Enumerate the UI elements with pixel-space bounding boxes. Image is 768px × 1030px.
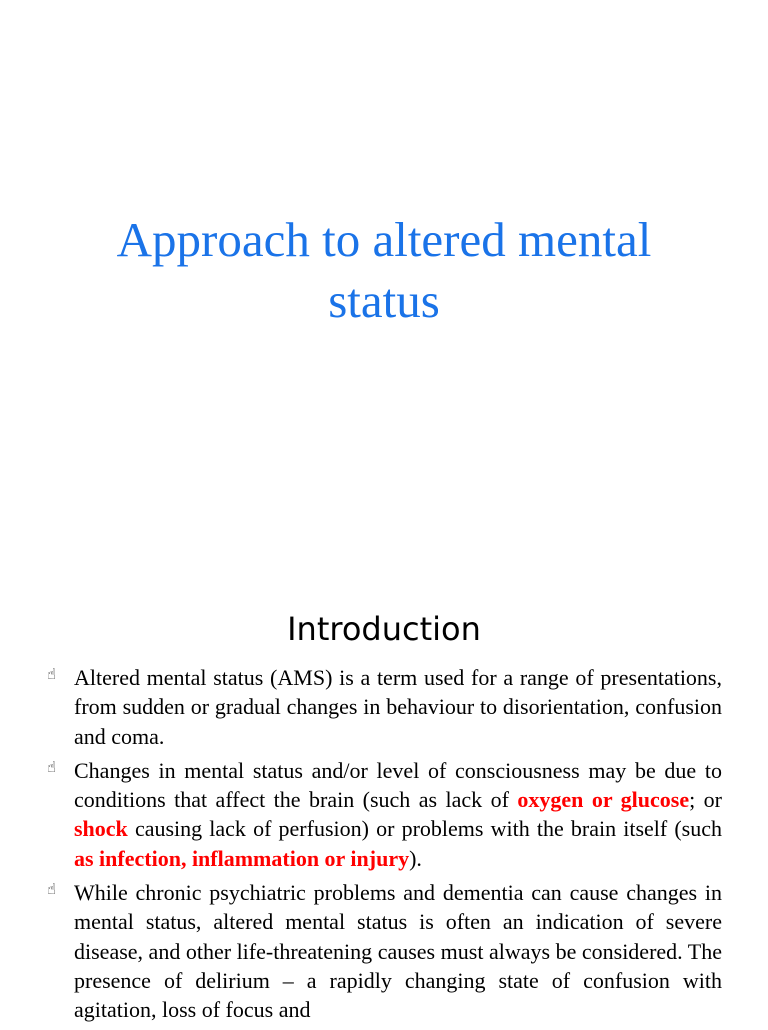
bullet-text: While chronic psychiatric problems and dementia can cause changes in mental status, altered mental status is often an indication of severe disease, and other life-threatening causes must always be considered. The presence of delirium – a rapidly changing state of confusion with agitation, loss of focus and <box>74 880 722 1023</box>
highlight-text: oxygen or glucose <box>517 787 690 813</box>
list-item <box>47 878 722 1024</box>
list-item <box>47 663 722 751</box>
pointing-hand-icon: ☝ <box>47 665 57 683</box>
bullet-text: causing lack of perfusion) or problems with the brain itself (such <box>127 816 722 842</box>
highlight-text: shock <box>74 816 128 842</box>
bullet-list <box>47 663 722 1030</box>
section-heading: Introduction <box>287 610 481 648</box>
list-item <box>47 756 722 873</box>
pointing-hand-icon: ☝ <box>47 880 57 899</box>
pointing-hand-icon: ☝ <box>47 757 57 776</box>
slide-title: Approach to altered mental status <box>116 212 652 328</box>
bullet-text: Changes in mental status and/or level of consciousness may be due to conditions that affect the brain (such as lack of <box>74 757 722 813</box>
bullet-text: Altered mental status (AMS) is a term used for a range of presentations, from sudden or gradual changes in behaviour to disorientation, confusion and coma. <box>74 665 722 749</box>
bullet-text: ; or <box>689 787 722 813</box>
bullet-text: ). <box>409 845 422 871</box>
highlight-text: as infection, inflammation or injury <box>74 845 410 871</box>
